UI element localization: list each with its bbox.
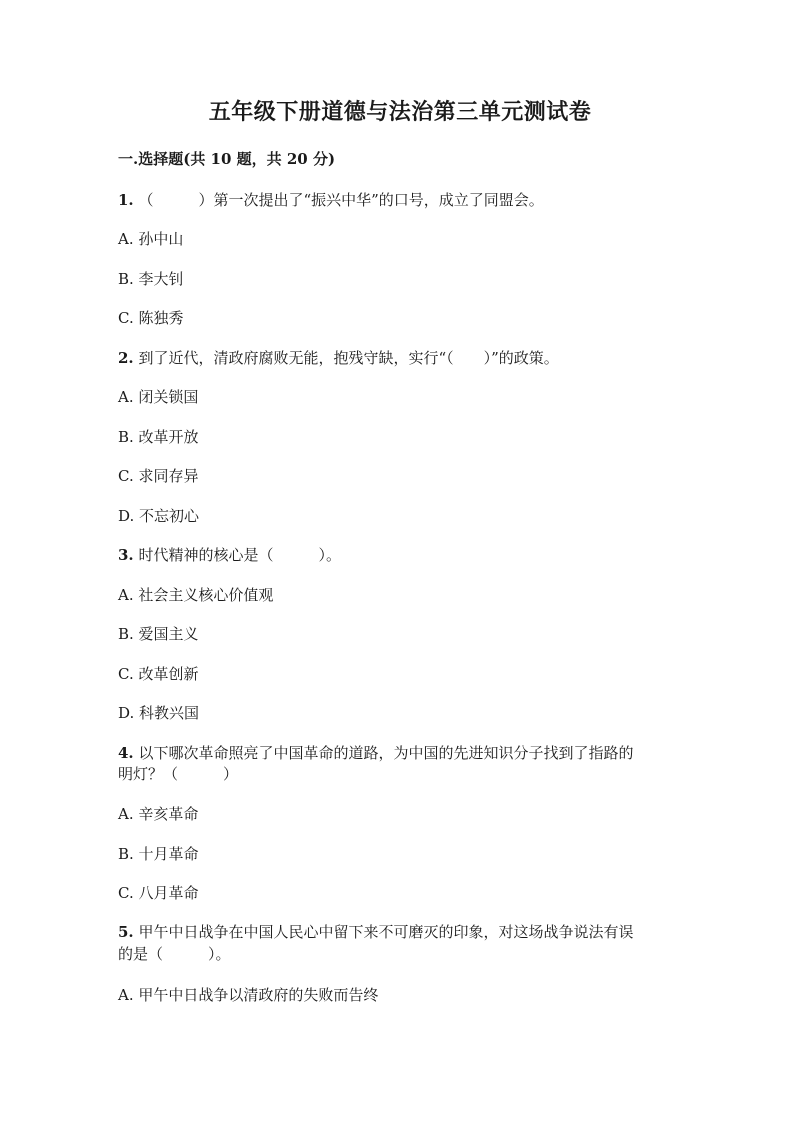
q4-option-c: C. 八月革命 xyxy=(118,884,199,902)
q2-option-b: B. 改革开放 xyxy=(118,428,199,446)
question-number: 2. xyxy=(118,349,134,367)
question-number: 3. xyxy=(118,546,134,564)
question-1 xyxy=(118,190,678,210)
q2-option-c: C. 求同存异 xyxy=(118,467,199,485)
question-5-continuation: 的是（ ）。 xyxy=(118,945,231,963)
question-text: （ ）第一次提出了“振兴中华”的口号，成立了同盟会。 xyxy=(138,191,544,209)
q3-option-c: C. 改革创新 xyxy=(118,665,199,683)
q1-option-a: A. 孙中山 xyxy=(118,230,184,248)
section-header: 一.选择题(共 10 题，共 20 分) xyxy=(118,150,336,168)
question-number: 4. xyxy=(118,744,134,762)
question-2 xyxy=(118,348,678,368)
question-4-continuation: 明灯？（ ） xyxy=(118,765,239,783)
q3-option-b: B. 爱国主义 xyxy=(118,625,199,643)
question-text: 到了近代，清政府腐败无能，抱残守缺，实行“（ ）”的政策。 xyxy=(138,349,559,367)
question-text: 以下哪次革命照亮了中国革命的道路，为中国的先进知识分子找到了指路的 xyxy=(138,744,634,762)
q3-option-a: A. 社会主义核心价值观 xyxy=(118,586,274,604)
q4-option-b: B. 十月革命 xyxy=(118,845,199,863)
question-number: 1. xyxy=(118,191,134,209)
question-3 xyxy=(118,545,678,565)
question-4 xyxy=(118,743,678,763)
q1-option-c: C. 陈独秀 xyxy=(118,309,184,327)
q4-option-a: A. 辛亥革命 xyxy=(118,805,199,823)
q1-option-b: B. 李大钊 xyxy=(118,270,184,288)
q2-option-a: A. 闭关锁国 xyxy=(118,388,199,406)
q2-option-d: D. 不忘初心 xyxy=(118,507,200,525)
question-text: 时代精神的核心是（ ）。 xyxy=(138,546,341,564)
question-text: 甲午中日战争在中国人民心中留下来不可磨灭的印象，对这场战争说法有误 xyxy=(138,923,634,941)
q3-option-d: D. 科教兴国 xyxy=(118,704,200,722)
question-5 xyxy=(118,922,678,942)
q5-option-a: A. 甲午中日战争以清政府的失败而告终 xyxy=(118,986,379,1004)
question-number: 5. xyxy=(118,923,134,941)
page-title: 五年级下册道德与法治第三单元测试卷 xyxy=(208,99,592,125)
